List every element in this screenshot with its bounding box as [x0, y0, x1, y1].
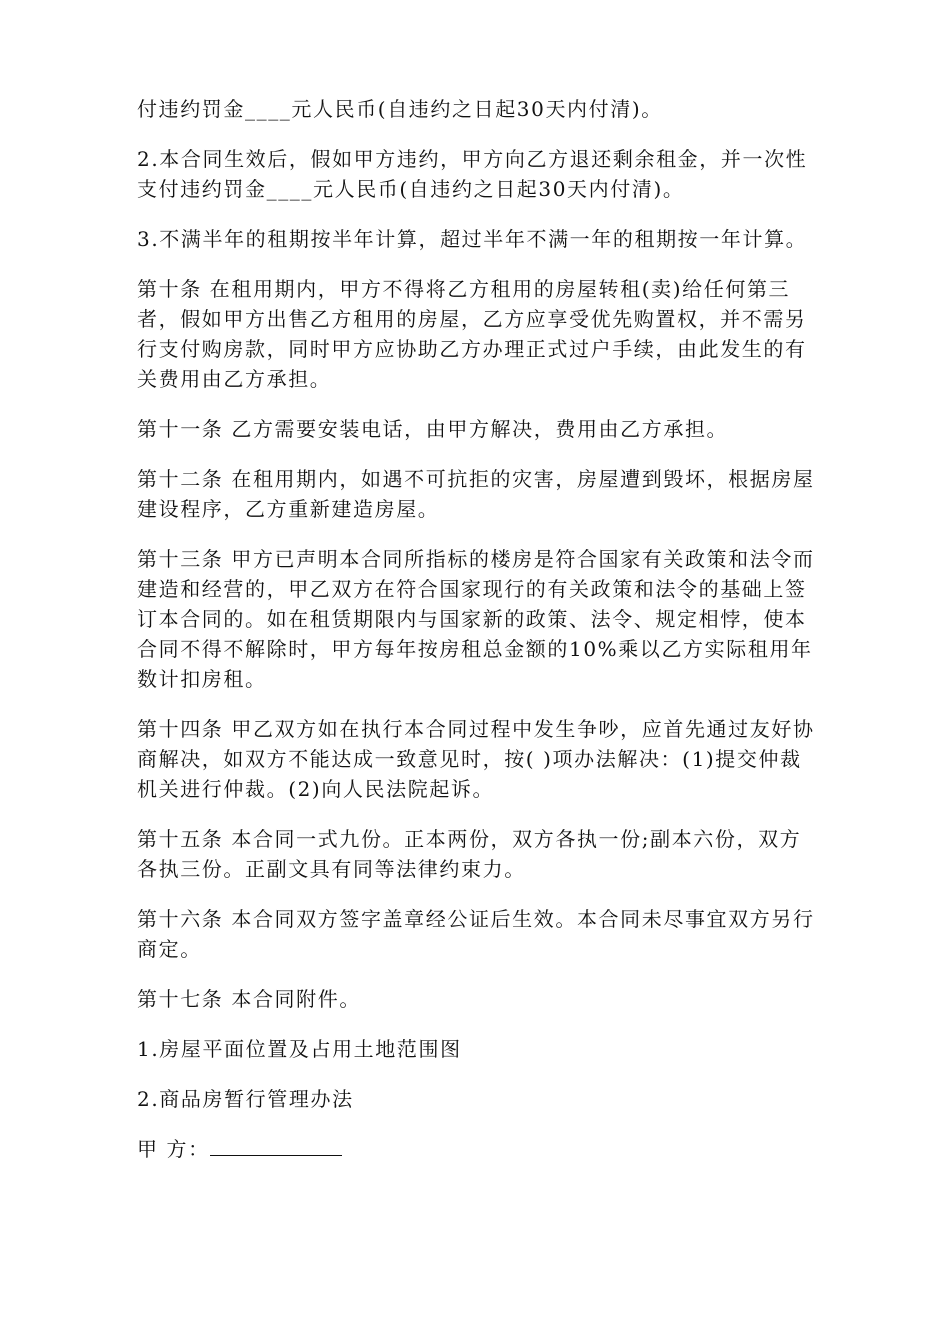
- penalty-payment-continued: 付违约罚金____元人民币(自违约之日起30天内付清)。: [137, 97, 663, 121]
- attachment-2: 2.商品房暂行管理办法: [137, 1087, 354, 1111]
- article-12: 第十二条 在租用期内，如遇不可抗拒的灾害，房屋遭到毁坏，根据房屋建设程序，乙方重新建造房屋。: [137, 467, 815, 521]
- attachment-1: 1.房屋平面位置及占用土地范围图: [137, 1037, 462, 1061]
- clause-item-2: 2.本合同生效后，假如甲方违约，甲方向乙方退还剩余租金，并一次性支付违约罚金____元人民币(自违约之日起30天内付清)。: [137, 147, 808, 201]
- party-a-signature-line: [210, 1135, 342, 1156]
- article-10: 第十条 在租用期内，甲方不得将乙方租用的房屋转租(卖)给任何第三者，假如甲方出售乙方租用的房屋，乙方应享受优先购置权，并不需另行支付购房款，同时甲方应协助乙方办理正式过户手续，由此发生的有关费用由乙方承担。: [137, 277, 807, 391]
- article-11: 第十一条 乙方需要安装电话，由甲方解决，费用由乙方承担。: [137, 417, 729, 441]
- clause-item-3: 3.不满半年的租期按半年计算，超过半年不满一年的租期按一年计算。: [137, 227, 808, 251]
- article-15: 第十五条 本合同一式九份。正本两份，双方各执一份;副本六份，双方各执三份。正副文具有同等法律约束力。: [137, 827, 802, 881]
- article-16: 第十六条 本合同双方签字盖章经公证后生效。本合同未尽事宜双方另行商定。: [137, 907, 815, 961]
- party-a-label: 甲 方：: [137, 1137, 210, 1161]
- article-13: 第十三条 甲方已声明本合同所指标的楼房是符合国家有关政策和法令而建造和经营的，甲乙双方在符合国家现行的有关政策和法令的基础上签订本合同的。如在租赁期限内与国家新的政策、法令、规定相悖，使本合同不得不解除时，甲方每年按房租总金额的10%乘以乙方实际租用年数计扣房租。: [137, 547, 815, 691]
- article-17: 第十七条 本合同附件。: [137, 987, 361, 1011]
- article-14: 第十四条 甲乙双方如在执行本合同过程中发生争吵，应首先通过友好协商解决，如双方不能达成一致意见时，按( )项办法解决：(1)提交仲裁机关进行仲裁。(2)向人民法院起诉。: [137, 717, 815, 801]
- party-a-signature: [137, 1134, 820, 1164]
